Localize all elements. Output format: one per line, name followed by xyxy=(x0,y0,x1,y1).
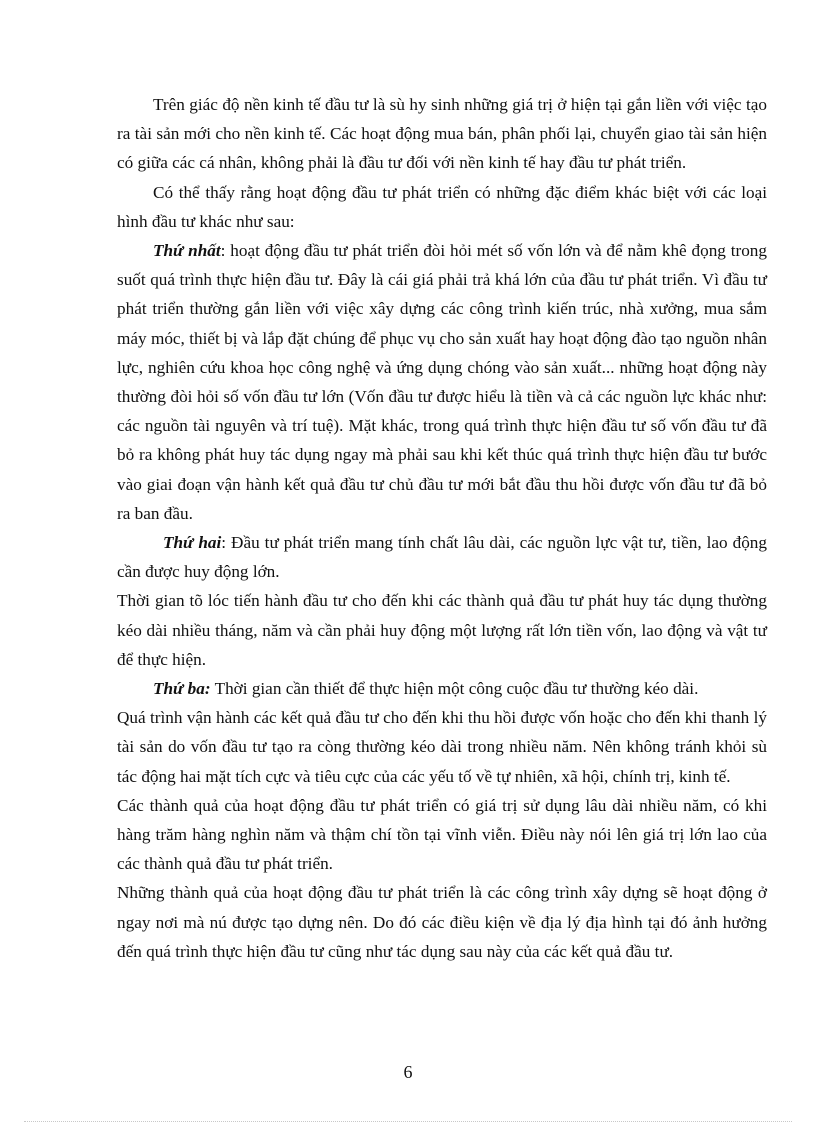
page-number: 6 xyxy=(403,1062,413,1082)
paragraph-9: Những thành quả của hoạt động đầu tư phát triển là các công trình xây dựng sẽ hoạt động ở ngay nơi mà nú được tạo dựng nên. Do đó các điều kiện về địa lý địa hình tại đó ảnh hưởng đến quá trình thực hiện đầu tư cũng như tác dụng sau này của các kết quả đầu tư. xyxy=(117,883,767,961)
paragraph-4 xyxy=(117,528,767,586)
paragraph-6-text: Thời gian cần thiết để thực hiện một công cuộc đầu tư thường kéo dài. xyxy=(210,679,699,699)
paragraph-2: Có thể thấy rằng hoạt động đầu tư phát triển có những đặc điểm khác biệt với các loại hình đầu tư khác như sau: xyxy=(117,182,767,231)
paragraph-1: Trên giác độ nền kinh tế đầu tư là sù hy sinh những giá trị ở hiện tại gắn liền với việc tạo ra tài sản mới cho nền kinh tế. Các hoạt động mua bán, phân phối lại, chuyển giao tài sản hiện có giữa các cá nhân, không phải là đầu tư đối với nền kinh tế hay đầu tư phát triển. xyxy=(117,95,767,173)
paragraph-3-text: : hoạt động đầu tư phát triển đòi hỏi mét số vốn lớn và để nằm khê đọng trong suốt quá trình thực hiện đầu tư. Đây là cái giá phải trả khá lớn của đầu tư phát triển. Vì đầu tư phát triển thường gắn liền với việc xây dựng các công trình kiến trúc, nhà xưởng, mua sắm máy móc, thiết bị và lắp đặt chúng để phục vụ cho sản xuất hay hoạt động đào tạo nguồn nhân lực, nghiên cứu khoa học công nghệ và ứng dụng chóng vào sản xuất... những hoạt động này thường đòi hỏi số vốn đầu tư lớn (Vốn đầu tư được hiểu là tiền và cả các nguồn lực khác như: các nguồn tài nguyên và trí tuệ). Mặt khác, trong quá trình thực hiện đầu tư số vốn đầu tư đã bỏ ra không phát huy tác dụng ngay mà phải sau khi kết thúc quá trình thực hiện đầu tư bước vào giai đoạn vận hành kết quả đầu tư chủ đầu tư mới bắt đầu thu hồi được vốn đầu tư đã bỏ ra ban đầu. xyxy=(117,241,767,523)
page-border xyxy=(24,1121,792,1122)
lead-second: Thứ hai xyxy=(163,533,222,553)
paragraph-4-text: : Đầu tư phát triển mang tính chất lâu dài, các nguồn lực vật tư, tiền, lao động cần được huy động lớn. xyxy=(117,533,767,582)
paragraph-3 xyxy=(117,236,767,528)
lead-third: Thứ ba: xyxy=(153,679,211,699)
lead-first: Thứ nhất xyxy=(153,241,221,261)
paragraph-6 xyxy=(117,674,767,703)
paragraph-8: Các thành quả của hoạt động đầu tư phát triển có giá trị sử dụng lâu dài nhiều năm, có khi hàng trăm hàng nghìn năm và thậm chí tồn tại vĩnh viễn. Điều này nói lên giá trị lớn lao của các thành quả đầu tư phát triển. xyxy=(117,795,767,874)
paragraph-5: Thời gian tõ lóc tiến hành đầu tư cho đến khi các thành quả đầu tư phát huy tác dụng thường kéo dài nhiều tháng, năm và cần phải huy động một lượng rất lớn tiền vốn, lao động và vật tư để thực hiện. xyxy=(117,591,767,669)
paragraph-7: Quá trình vận hành các kết quả đầu tư cho đến khi thu hồi được vốn hoặc cho đến khi thanh lý tài sản do vốn đầu tư tạo ra còng thường kéo dài trong nhiều năm. Nên không tránh khỏi sù tác động hai mặt tích cực và tiêu cực của các yếu tố về tự nhiên, xã hội, chính trị, kinh tế. xyxy=(117,708,767,786)
body-text xyxy=(117,90,767,966)
